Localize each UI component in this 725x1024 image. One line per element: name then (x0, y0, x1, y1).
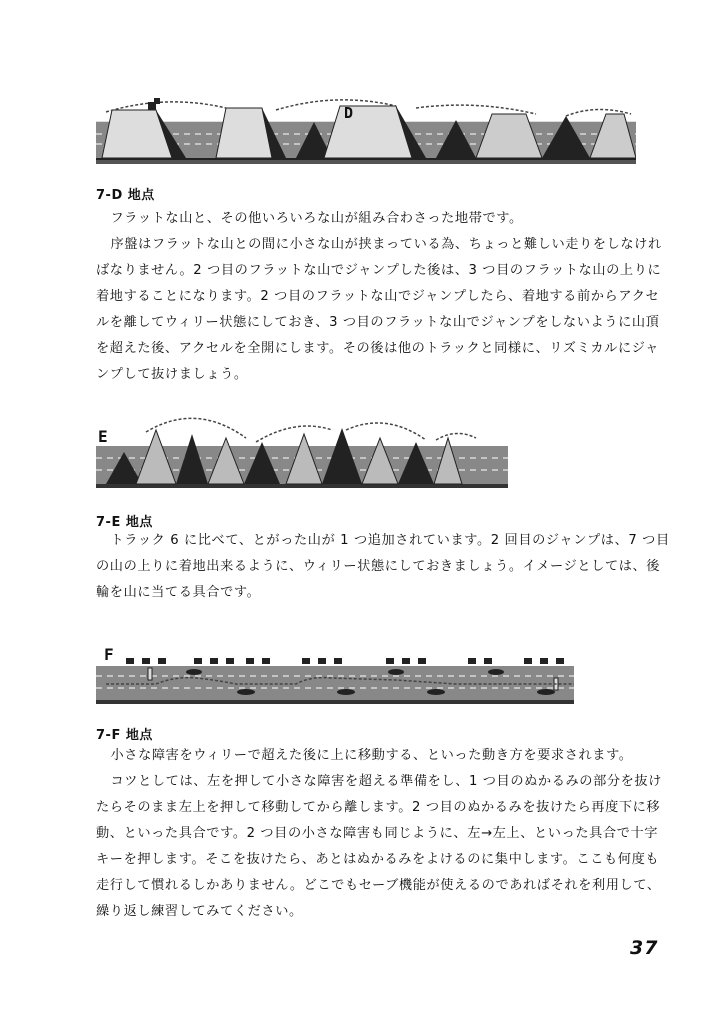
paragraph: コツとしては、左を押して小さな障害を超える準備をし、1 つ目のぬかるみの部分を抜けたらそのまま左上を押して移動してから離します。2 つ目のぬかるみを抜けたら再度下に移動、といった具合です。2 つ目の小さな障害も同じように、左→左上、といった具合で十字キーを押します。そこを抜けたら、あとはぬかるみをよけるのに集中します。ここも何度も走行して慣れるしかありません。どこでもセーブ機能が使えるのであればそれを利用して、繰り返し練習してみてください。 (96, 774, 663, 919)
paragraph: フラットな山と、その他いろいろな山が組み合わさった地帯です。 (110, 211, 523, 226)
page-number: 37 (630, 937, 659, 959)
section-body (96, 743, 671, 925)
section-body (96, 528, 671, 606)
section-heading: 7-D 地点 (96, 188, 155, 203)
paragraph: 序盤はフラットな山との間に小さな山が挟まっている為、ちょっと難しい走りをしなければなりません。2 つ目のフラットな山でジャンプした後は、3 つ目のフラットな山の上りに着地することになります。2 つ目のフラットな山でジャンプしたら、着地する前からアクセルを離してウィリー状態にしておき、3 つ目のフラットな山でジャンプをしないように山頂を超えた後、アクセルを全開にします。その後は他のトラックと同様に、リズミカルにジャンプして抜けましょう。 (96, 237, 662, 382)
track-map-f (96, 640, 574, 706)
paragraph: 小さな障害をウィリーで超えた後に上に移動する、といった動き方を要求されます。 (110, 748, 633, 763)
track-map-d (96, 98, 636, 166)
track-marker: E (98, 427, 108, 446)
track-marker: D (344, 104, 354, 122)
track-map-e (96, 412, 508, 490)
paragraph: トラック 6 に比べて、とがった山が 1 つ追加されています。2 回目のジャンプは、7 つ目の山の上りに着地出来るように、ウィリー状態にしておきましょう。イメージとしては、後輪を山に当てる具合です。 (96, 533, 670, 600)
section-heading: 7-E 地点 (96, 515, 153, 530)
section-heading: 7-F 地点 (96, 728, 153, 743)
track-marker: F (104, 645, 114, 664)
section-body (96, 206, 671, 388)
